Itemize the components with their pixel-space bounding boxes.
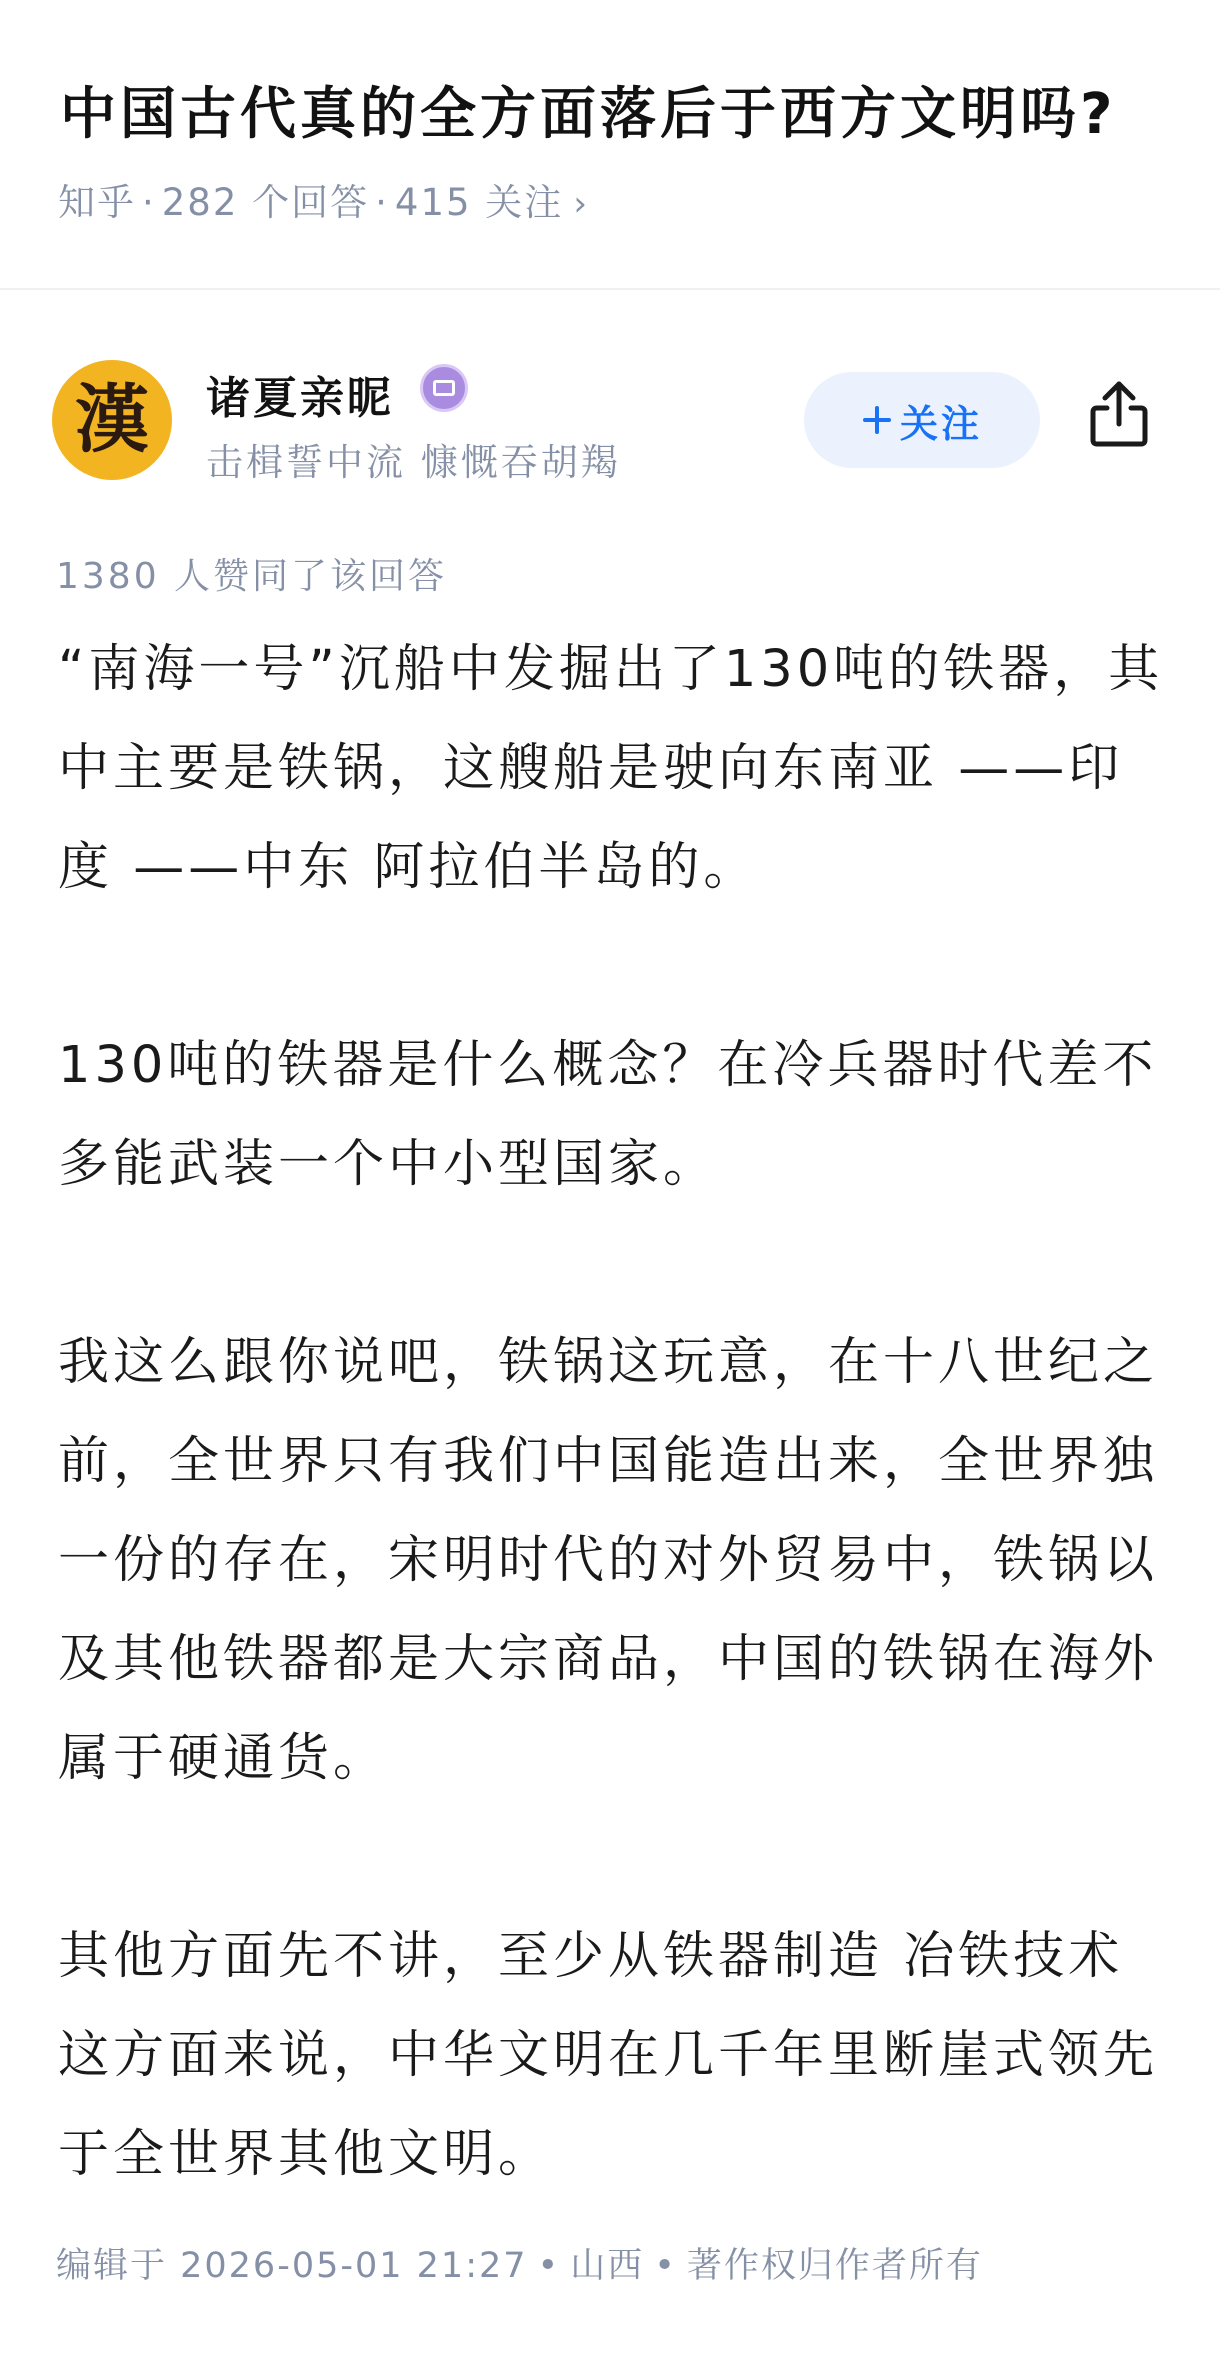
meta-separator: · bbox=[375, 181, 389, 224]
follow-button[interactable] bbox=[804, 372, 1040, 468]
answer-paragraph: 130吨的铁器是什么概念？在冷兵器时代差不多能武装一个中小型国家。 bbox=[58, 1036, 1158, 1194]
meta-separator: • bbox=[654, 2246, 677, 2286]
votes-summary[interactable]: 1380 人赞同了该回答 bbox=[56, 556, 448, 597]
plus-icon bbox=[862, 405, 892, 435]
author-bio: 击楫誓中流 慷慨吞胡羯 bbox=[206, 441, 621, 484]
ip-location: 山西 bbox=[570, 2246, 645, 2286]
question-title[interactable]: 中国古代真的全方面落后于西方文明吗? bbox=[60, 82, 1117, 147]
copyright-notice: 著作权归作者所有 bbox=[686, 2246, 983, 2286]
answer-footer-meta bbox=[56, 2238, 983, 2288]
question-header[interactable] bbox=[0, 0, 1220, 290]
question-meta[interactable] bbox=[58, 172, 589, 226]
answer-paragraph: 我这么跟你说吧，铁锅这玩意，在十八世纪之前，全世界只有我们中国能造出来，全世界独一份的存在，宋明时代的对外贸易中，铁锅以及其他铁器都是大宗商品，中国的铁锅在海外属于硬通货。 bbox=[58, 1333, 1159, 1788]
meta-separator: · bbox=[142, 181, 156, 224]
author-name[interactable]: 诸夏亲昵 bbox=[206, 373, 394, 424]
share-icon[interactable] bbox=[1086, 378, 1152, 450]
answer-paragraph: “南海一号”沉船中发掘出了130吨的铁器，其中主要是铁锅，这艘船是驶向东南亚 ——印度 ——中东 阿拉伯半岛的。 bbox=[58, 640, 1164, 897]
edited-time: 编辑于 2026-05-01 21:27 bbox=[56, 2246, 528, 2286]
avatar-glyph: 漢 bbox=[75, 377, 149, 463]
chevron-right-icon: › bbox=[573, 184, 589, 224]
author-row bbox=[0, 290, 1220, 520]
certified-badge-icon[interactable] bbox=[420, 364, 468, 412]
source-label: 知乎 bbox=[58, 181, 136, 224]
followers-count: 415 关注 bbox=[394, 181, 564, 224]
avatar[interactable] bbox=[52, 360, 172, 480]
follow-label: 关注 bbox=[899, 401, 982, 446]
answers-count: 282 个回答 bbox=[161, 181, 370, 224]
answer-paragraph: 其他方面先不讲，至少从铁器制造 冶铁技术这方面来说，中华文明在几千年里断崖式领先于全世界其他文明。 bbox=[58, 1927, 1159, 2184]
answer-content bbox=[58, 620, 1178, 2204]
meta-separator: • bbox=[537, 2246, 561, 2286]
